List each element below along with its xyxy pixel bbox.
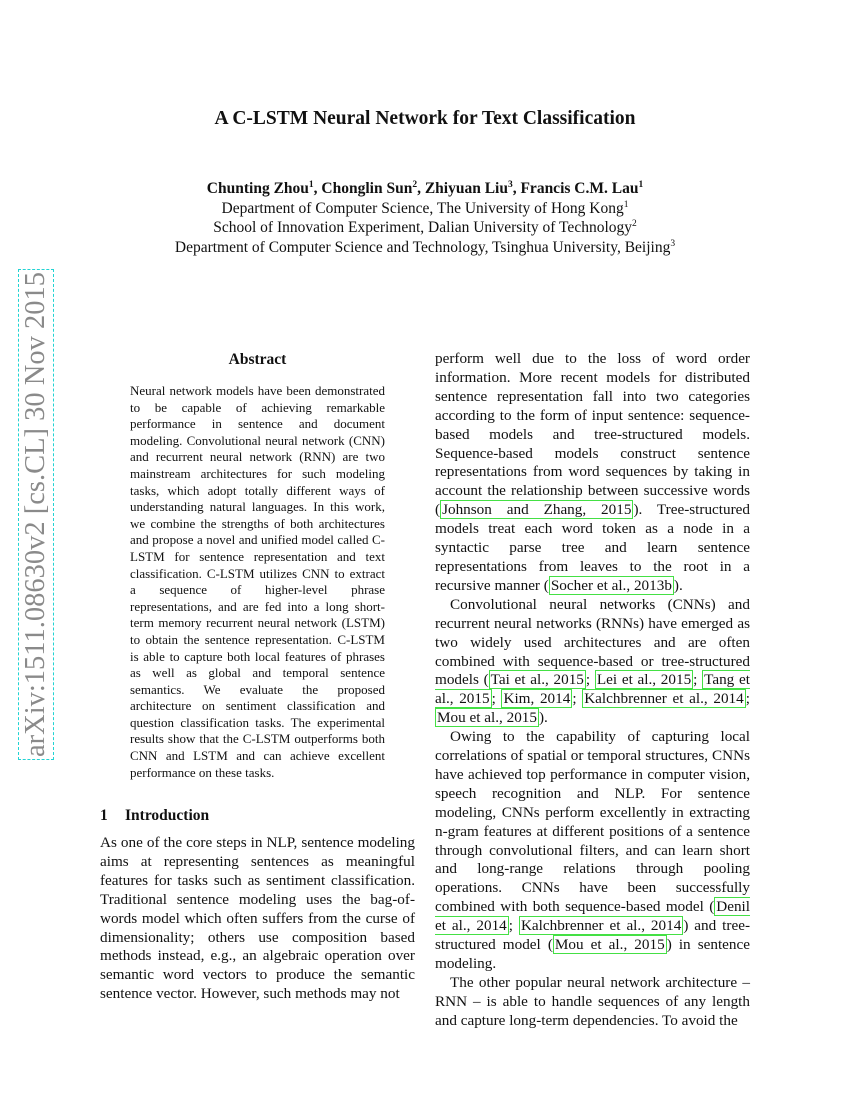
paragraph: perform well due to the loss of word order information. More recent models for distributed sentence representation fall into two categories according to the form of input sentence: sequence-based models and tree-structured models. Sequence-based models construct sentence representations from word sequences by taking in account the relationship between successive words ( Johnson and Zhang, 2015 ). Tree-structured models treat each word token as a node in a syntactic parse tree and learn sentence representations from leaves to the root in a recursive manner ( Socher et al., 2013b ). (435, 350, 750, 594)
citation-link[interactable]: Tang et al., 2015 (435, 671, 750, 708)
citation-link[interactable]: Tai et al., 2015 (490, 671, 584, 689)
citation-link[interactable]: Kim, 2014 (503, 690, 571, 708)
paragraph: Owing to the capability of capturing local correlations of spatial or temporal structures, CNNs have achieved top performance in computer vision, speech recognition and NLP. For sentence modeling, CNNs perform excellently in extracting n-gram features at different positions of a sentence through convolutional filters, and can learn short and long-range relations through pooling operations. CNNs have been successfully combined with both sequence-based model ( Denil et al., 2014 ; Kalchbrenner et al., 2014 ) and tree-structured model ( Mou et al., 2015 ) in sentence modeling. (435, 728, 750, 972)
citation-link[interactable]: Denil et al., 2014 (435, 898, 750, 935)
affiliation-line: Department of Computer Science, The University of Hong Kong$^1$ (221, 199, 629, 217)
section-heading-introduction (100, 806, 415, 826)
citation-link[interactable]: Mou et al., 2015 (437, 709, 537, 727)
abstract-body: Neural network models have been demonstrated to be capable of achieving remarkable performance in sentence and document modeling. Convolutional neural network (CNN) and recurrent neural network (RNN) are two mainstream architectures for such modeling tasks, which adopt totally different ways of understanding natural languages. In this work, we combine the strengths of both architectures and propose a novel and unified model called C-LSTM for sentence representation and text classification. C-LSTM utilizes CNN to extract a sequence of higher-level phrase representations, and are fed into a long short-term memory recurrent neural network (LSTM) to obtain the sentence representation. C-LSTM is able to capture both local features of phrases as well as global and temporal sentence semantics. We evaluate the proposed architecture on sentiment classification and question classification tasks. The experimental results show that the C-LSTM outperforms both CNN and LSTM and can achieve excellent performance on these tasks. (130, 383, 385, 780)
author-name: Francis C.M. Lau (520, 180, 639, 197)
citation-link[interactable]: Kalchbrenner et al., 2014 (520, 917, 682, 935)
arxiv-identifier-link[interactable]: arXiv:1511.08630v2 [cs.CL] 30 Nov 2015 (18, 269, 54, 760)
author-affiliation-mark: 1 (638, 179, 644, 190)
author-block (0, 179, 850, 257)
author-name: Chonglin Sun (321, 180, 413, 197)
author-name: Zhiyuan Liu (424, 180, 508, 197)
paragraph: The other popular neural network architecture – RNN – is able to handle sequences of any length and capture long-term dependencies. To avoid the (435, 973, 750, 1029)
section-title: Introduction (125, 807, 210, 824)
section-number: 1 (100, 807, 108, 824)
author-affiliation-mark: 2 (412, 179, 418, 190)
affiliation-line: School of Innovation Experiment, Dalian University of Technology$^2$ (213, 218, 637, 236)
paper-title: A C-LSTM Neural Network for Text Classification (214, 108, 636, 129)
citation-link[interactable]: Mou et al., 2015 (554, 936, 665, 954)
citation-link[interactable]: Lei et al., 2015 (596, 671, 692, 689)
citation-link[interactable]: Johnson and Zhang, 2015 (442, 501, 632, 519)
author-name: Chunting Zhou (206, 180, 309, 197)
citation-link[interactable]: Socher et al., 2013b (550, 576, 672, 594)
introduction-left-column: As one of the core steps in NLP, sentence modeling aims at representing sentences as meaningful features for tasks such as sentiment classification. Traditional sentence modeling uses the bag-of-words model which often suffers from the curse of dimensionality; others use composition based methods instead, e.g., an algebraic operation over semantic word vectors to produce the semantic sentence vector. However, such methods may not (100, 834, 415, 1003)
citation-link[interactable]: Kalchbrenner et al., 2014 (584, 690, 744, 708)
affiliation-line: Department of Computer Science and Technology, Tsinghua University, Beijing$^3$ (174, 238, 676, 256)
right-column (435, 350, 750, 1031)
author-affiliation-mark: 3 (507, 179, 513, 190)
author-list: Chunting Zhou$^1$, Chonglin Sun$^2$, Zhiyuan Liu$^3$, Francis C.M. Lau$^1$ (206, 179, 644, 197)
author-affiliation-mark: 1 (308, 179, 314, 190)
paragraph: Convolutional neural networks (CNNs) and recurrent neural networks (RNNs) have emerged as two widely used architectures and are often combined with sequence-based or tree-structured models ( Tai et al., 2015 ; Lei et al., 2015 ; Tang et al., 2015 ; Kim, 2014 ; Kalchbrenner et al., 2014 ; Mou et al., 2015 ). (435, 595, 750, 727)
abstract-heading: Abstract (228, 351, 287, 368)
